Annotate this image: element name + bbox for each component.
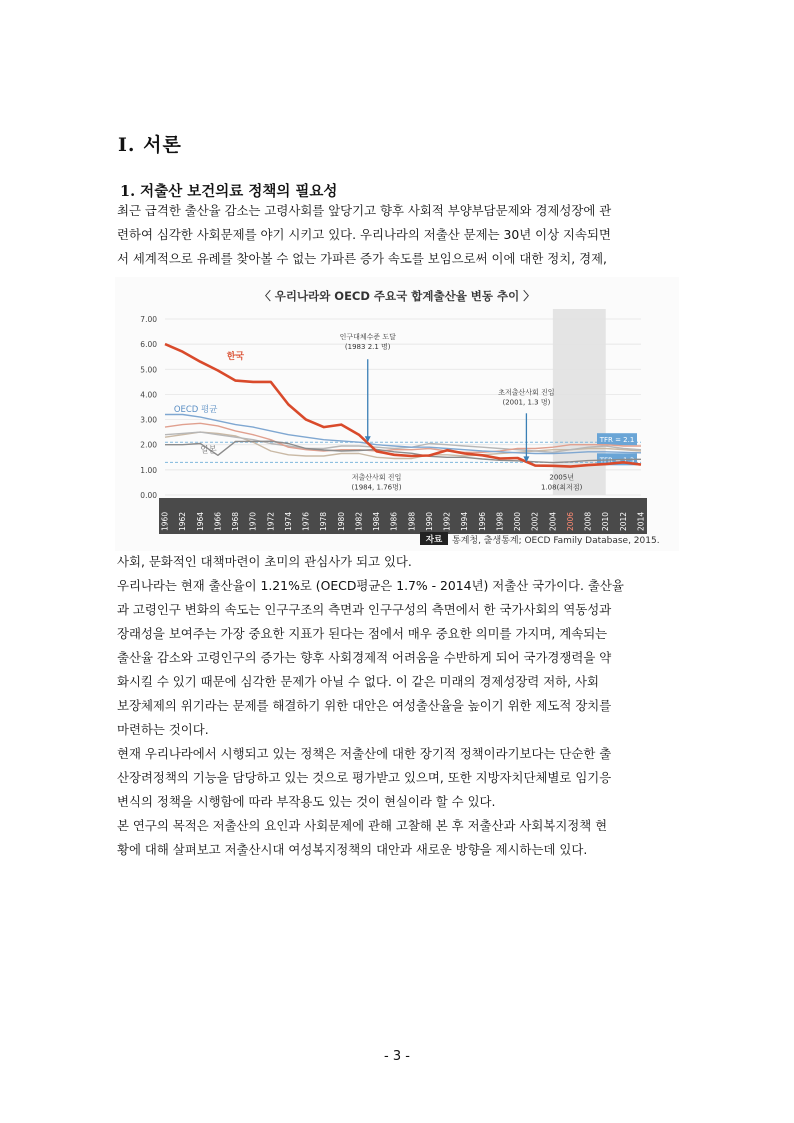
x-tick-label: 2012 bbox=[618, 511, 628, 531]
x-tick-label: 2006 bbox=[565, 511, 575, 531]
text-line: 과 고령인구 변화의 속도는 인구구조의 측면과 인구구성의 측면에서 한 국가사회의 역동성과 bbox=[117, 602, 612, 617]
annotation-text: 저출산사회 진입 bbox=[351, 473, 402, 482]
text-line: 사회, 문화적인 대책마련이 초미의 관심사가 되고 있다. bbox=[117, 554, 412, 569]
text-line: 장래성을 보여주는 가장 중요한 지표가 된다는 점에서 매우 중요한 의미를 가지며, 계속되는 bbox=[117, 626, 608, 641]
series-label-japan: 일본 bbox=[200, 445, 217, 456]
y-tick-label: 1.00 bbox=[140, 465, 157, 475]
x-tick-label: 2008 bbox=[583, 511, 593, 531]
text-line: 현재 우리나라에서 시행되고 있는 정책은 저출산에 대한 장기적 정책이라기보다는 단순한 출 bbox=[117, 746, 612, 761]
text-line: 마련하는 것이다. bbox=[117, 722, 209, 737]
text-line: 황에 대해 살펴보고 저출산시대 여성복지정책의 대안과 새로운 방향을 제시하는데 있다. bbox=[117, 842, 588, 857]
body-paragraphs bbox=[117, 550, 679, 862]
x-tick-label: 2004 bbox=[548, 511, 558, 531]
x-tick-label: 1992 bbox=[442, 511, 452, 531]
text-line: 서 세계적으로 유례를 찾아볼 수 없는 가파른 증가 속도를 보임으로써 이에 대한 정치, 경제, bbox=[117, 251, 607, 266]
annotation-text: (1984, 1.76명) bbox=[351, 483, 402, 492]
x-tick-label: 1984 bbox=[372, 511, 382, 531]
x-tick-label: 1968 bbox=[231, 511, 241, 531]
x-tick-label: 1962 bbox=[178, 511, 188, 531]
text-line: 련하여 심각한 사회문제를 야기 시키고 있다. 우리나라의 저출산 문제는 30년 이상 지속되면 bbox=[117, 227, 611, 242]
x-tick-label: 1988 bbox=[407, 511, 417, 531]
text-line: 본 연구의 목적은 저출산의 요인과 사회문제에 관해 고찰해 본 후 저출산과 사회복지정책 현 bbox=[117, 818, 608, 833]
x-tick-label: 1982 bbox=[354, 511, 364, 531]
text-line: 산장려정책의 기능을 담당하고 있는 것으로 평가받고 있으며, 또한 지방자치단체별로 임기응 bbox=[117, 770, 612, 785]
y-tick-label: 4.00 bbox=[140, 390, 157, 400]
annotation-text: (1983 2.1 명) bbox=[344, 343, 391, 352]
x-tick-label: 1972 bbox=[266, 511, 276, 531]
text-line: 출산율 감소와 고령인구의 증가는 향후 사회경제적 어려움을 수반하게 되어 국가경쟁력을 약 bbox=[117, 650, 612, 665]
x-tick-label: 1998 bbox=[495, 511, 505, 531]
text-line: 화시킬 수 있기 때문에 심각한 문제가 아닐 수 없다. 이 같은 미래의 경제성장력 저하, 사회 bbox=[117, 674, 599, 689]
text-line: 최근 급격한 출산율 감소는 고령사회를 앞당기고 향후 사회적 부양부담문제와 경제성장에 관 bbox=[117, 203, 612, 218]
x-tick-label: 2014 bbox=[636, 511, 646, 531]
annotation-text: 초저출산사회 진입 bbox=[498, 388, 555, 397]
x-tick-label: 1994 bbox=[460, 511, 470, 531]
y-tick-label: 2.00 bbox=[140, 440, 157, 450]
fertility-rate-chart bbox=[115, 277, 679, 551]
annotation-text: 인구대체수준 도달 bbox=[339, 333, 396, 342]
reference-label: TFR = 2.1 bbox=[599, 436, 635, 445]
x-tick-label: 1974 bbox=[283, 511, 293, 531]
x-tick-label: 1964 bbox=[195, 511, 205, 531]
subsection-title: 1. 저출산 보건의료 정책의 필요성 bbox=[120, 183, 338, 200]
x-tick-label: 1980 bbox=[336, 511, 346, 531]
x-tick-label: 1960 bbox=[160, 511, 170, 531]
series-label-korea: 한국 bbox=[226, 352, 245, 363]
y-tick-label: 7.00 bbox=[140, 315, 157, 324]
x-tick-label: 1996 bbox=[477, 511, 487, 531]
y-tick-label: 0.00 bbox=[140, 491, 157, 500]
reference-label: TFR = 1.3 bbox=[599, 456, 635, 465]
annotation-text: 1.08(최저점) bbox=[540, 483, 583, 492]
chart-title: 〈 우리나라와 OECD 주요국 합계출산율 변동 추이 〉 bbox=[259, 289, 535, 303]
y-tick-label: 6.00 bbox=[140, 340, 157, 350]
text-line: 보장체제의 위기라는 문제를 해결하기 위한 대안은 여성출산율을 높이기 위한 제도적 장치를 bbox=[117, 698, 612, 713]
section-title: Ⅰ. 서론 bbox=[118, 134, 182, 156]
text-line: 우리나라는 현재 출산율이 1.21%로 (OECD평균은 1.7% - 2014년) 저출산 국가이다. 출산율 bbox=[117, 578, 624, 593]
x-tick-label: 1978 bbox=[319, 511, 329, 531]
x-tick-label: 1976 bbox=[301, 511, 311, 531]
x-tick-label: 1966 bbox=[213, 511, 223, 531]
x-tick-label: 2010 bbox=[601, 511, 611, 531]
text-line: 변식의 정책을 시행함에 따라 부작용도 있는 것이 현실이라 할 수 있다. bbox=[117, 794, 496, 809]
page-number: - 3 - bbox=[384, 1049, 410, 1064]
fertility-rate-chart-figure bbox=[115, 277, 679, 551]
source-text: 통계청, 출생통계; OECD Family Database, 2015. bbox=[452, 536, 660, 546]
y-tick-label: 3.00 bbox=[140, 415, 157, 425]
x-tick-label: 2000 bbox=[513, 511, 523, 531]
series-label-oecd: OECD 평균 bbox=[173, 405, 218, 416]
x-tick-label: 2002 bbox=[530, 511, 540, 531]
x-tick-label: 1990 bbox=[424, 511, 434, 531]
x-tick-label: 1970 bbox=[248, 511, 258, 531]
annotation-text: (2001, 1.3 명) bbox=[502, 398, 551, 407]
annotation-text: 2005년 bbox=[549, 473, 574, 482]
y-tick-label: 5.00 bbox=[140, 365, 157, 375]
source-tag: 자료 bbox=[425, 535, 443, 545]
x-tick-label: 1986 bbox=[389, 511, 399, 531]
intro-paragraph bbox=[117, 199, 679, 271]
